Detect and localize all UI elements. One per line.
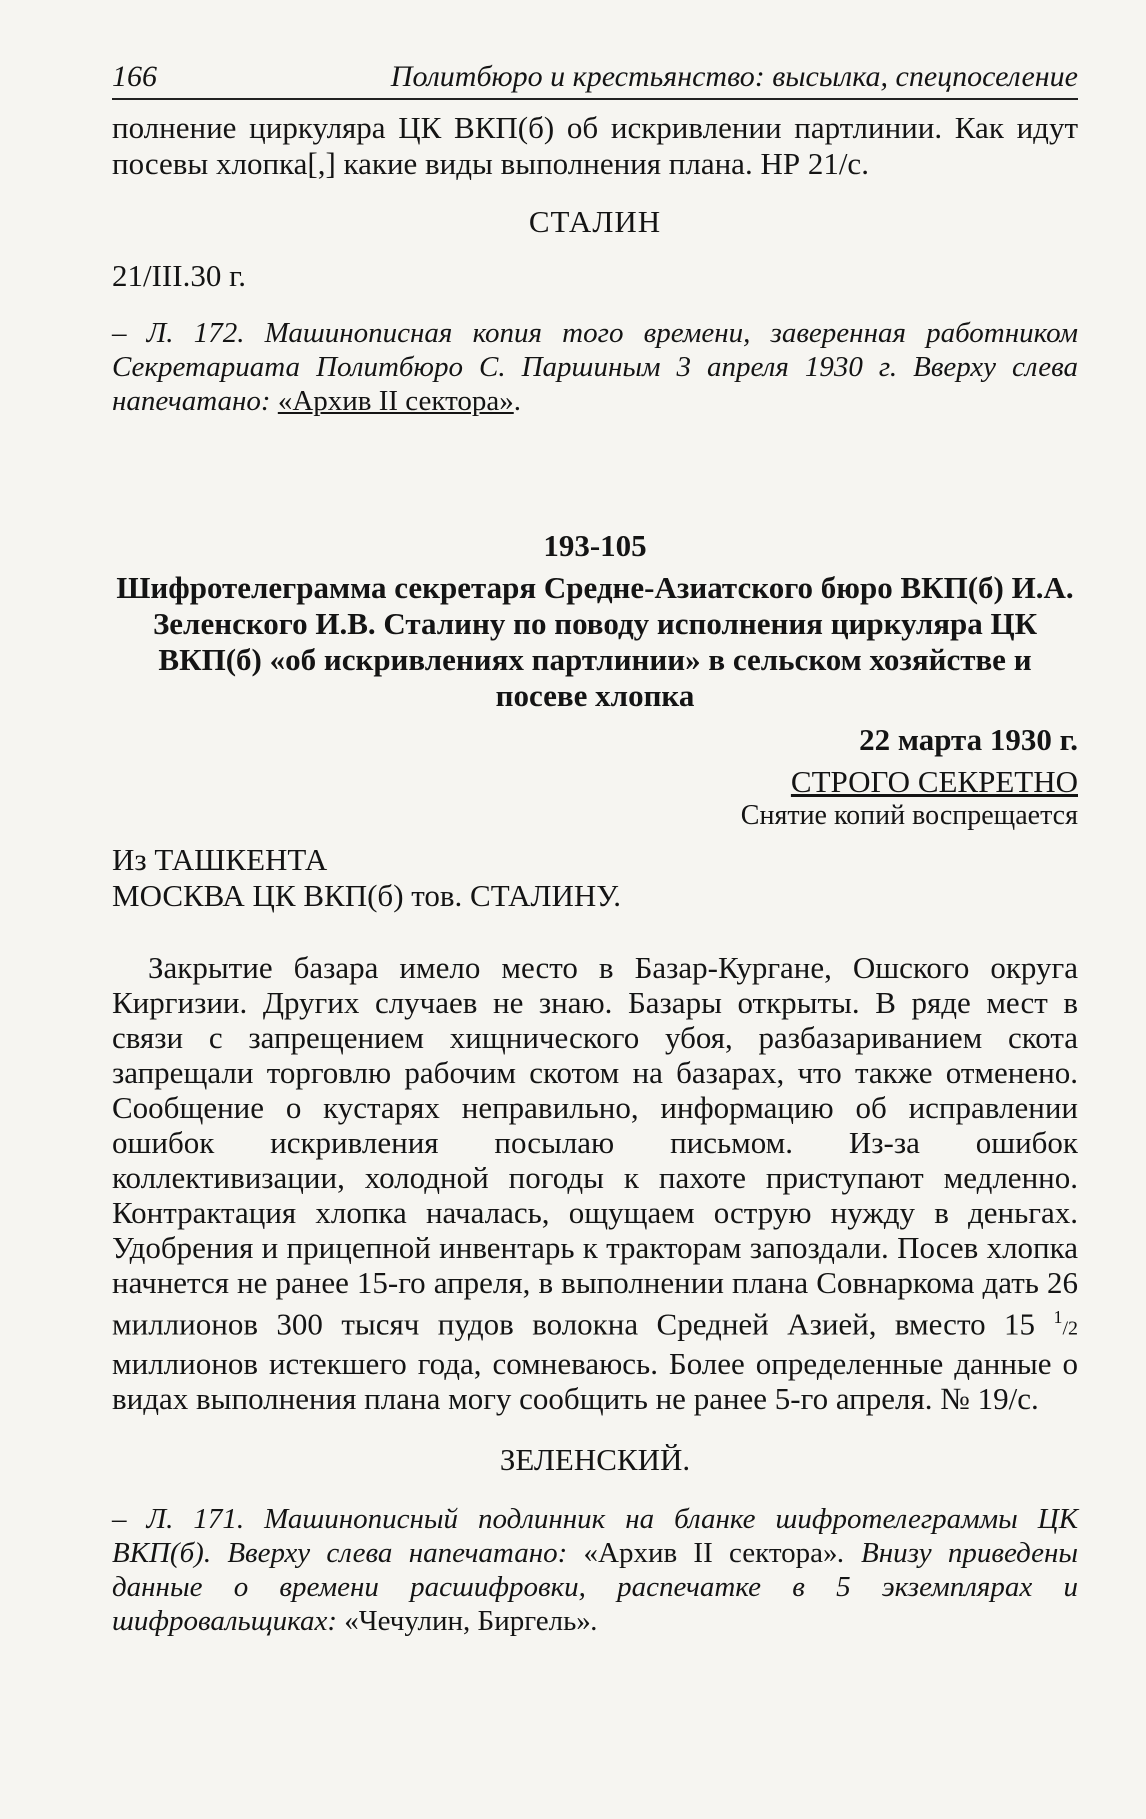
running-title: Политбюро и крестьянство: высылка, спецпоселение: [390, 60, 1078, 93]
secrecy-stamp: СТРОГО СЕКРЕТНО: [790, 764, 1078, 799]
telegram-note: [112, 1502, 1078, 1638]
no-copy-notice: Снятие копий воспрещается: [740, 800, 1078, 831]
document-number: 193-105: [543, 528, 647, 563]
telegram-body: Закрытие базара имело место в Базар-Кургане, Ошского округа Киргизии. Других случаев не знаю. Базары открыты. В ряде мест в связи с запрещением хищнического убоя, разбазариванием скота запрещали торговлю рабочим скотом на базарах, что также отменено. Сообщение о кустарях неправильно, информацию об исправлении ошибок искривления посылаю письмом. Из-за ошибок коллективизации, холодной погоды к пахоте приступают медленно. Контрактация хлопка началась, ощущаем острую нужду в деньгах. Удобрения и прицепной инвентарь к тракторам запоздали. Посев хлопка начнется не ранее 15-го апреля, в выполнении плана Совнаркома дать 26 миллионов 300 тысяч пудов волокна Средней Азией, вместо 15 $^1$/2 миллионов истекшего года, сомневаюсь. Более определенные данные о видах выполнения плана могу сообщить не ранее 5-го апреля. № 19/с.: [112, 950, 1079, 1417]
fraction-numerator: 1: [1053, 1307, 1063, 1327]
note-text: – Л. 172. Машинописная копия того времени, заверенная работником Секретариата Политбюро С. Паршиным 3 апреля 1930 г. Вверху слева напечатано:: [112, 317, 1078, 417]
document-date: 22 марта 1930 г.: [859, 722, 1078, 757]
previous-doc-signature: СТАЛИН: [528, 204, 662, 239]
from-line: Из ТАШКЕНТА: [112, 842, 328, 877]
page: [112, 60, 1078, 1638]
document-title: Шифротелеграмма секретаря Средне-Азиатского бюро ВКП(б) И.А. Зеленского И.В. Сталину по поводу исполнения циркуляра ЦК ВКП(б) «об искривлениях партлинии» в сельском хозяйстве и посеве хлопка: [116, 570, 1074, 713]
cipher-clerks: «Чечулин, Биргель»: [344, 1605, 591, 1638]
previous-doc-date: 21/III.30 г.: [112, 258, 247, 293]
body-part-1: Закрытие базара имело место в Базар-Кургане, Ошского округа Киргизии. Других случаев не знаю. Базары открыты. В ряде мест в связи с запрещением хищнического убоя, разбазариванием скота запрещали торговлю рабочим скотом на базарах, что также отменено. Сообщение о кустарях неправильно, информацию об исправлении ошибок искривления посылаю письмом. Из-за ошибок коллективизации, холодной погоды к пахоте приступают медленно. Контрактация хлопка началась, ощущаем острую нужду в деньгах. Удобрения и прицепной инвентарь к тракторам запоздали. Посев хлопка начнется не ранее 15-го апреля, в выполнении плана Совнаркома дать 26 миллионов 300 тысяч пудов волокна Средней Азией, вместо 15: [112, 950, 1078, 1342]
previous-doc-text: полнение циркуляра ЦК ВКП(б) об искривлении партлинии. Как идут посевы хлопка[,] какие виды выполнения плана. НР 21/с.: [112, 110, 1078, 181]
page-number: 166: [112, 60, 157, 93]
telegram-signature: ЗЕЛЕНСКИЙ.: [499, 1442, 691, 1478]
previous-doc-note: [112, 316, 1078, 418]
archive-label: «Архив II сектора»: [583, 1537, 838, 1570]
body-part-2: миллионов истекшего года, сомневаюсь. Более определенные данные о видах выполнения плана могу сообщить не ранее 5-го апреля. № 19/с.: [112, 1346, 1078, 1417]
note-end-2: .: [590, 1605, 599, 1638]
note-text-b: . Внизу приведены данные о времени расшифровки, распечатке в 5 экземплярах и шифровальщиках:: [112, 1537, 1079, 1638]
fraction-denominator: 2: [1068, 1317, 1079, 1340]
archive-stamp-text: «Архив II сектора»: [277, 385, 514, 417]
page-header: [112, 60, 1078, 100]
note-text-a: – Л. 171. Машинописный подлинник на бланке шифротелеграммы ЦК ВКП(б). Вверху слева напечатано:: [112, 1503, 1078, 1570]
to-line: МОСКВА ЦК ВКП(б) тов. СТАЛИНУ.: [112, 878, 621, 913]
note-end: .: [513, 385, 521, 417]
